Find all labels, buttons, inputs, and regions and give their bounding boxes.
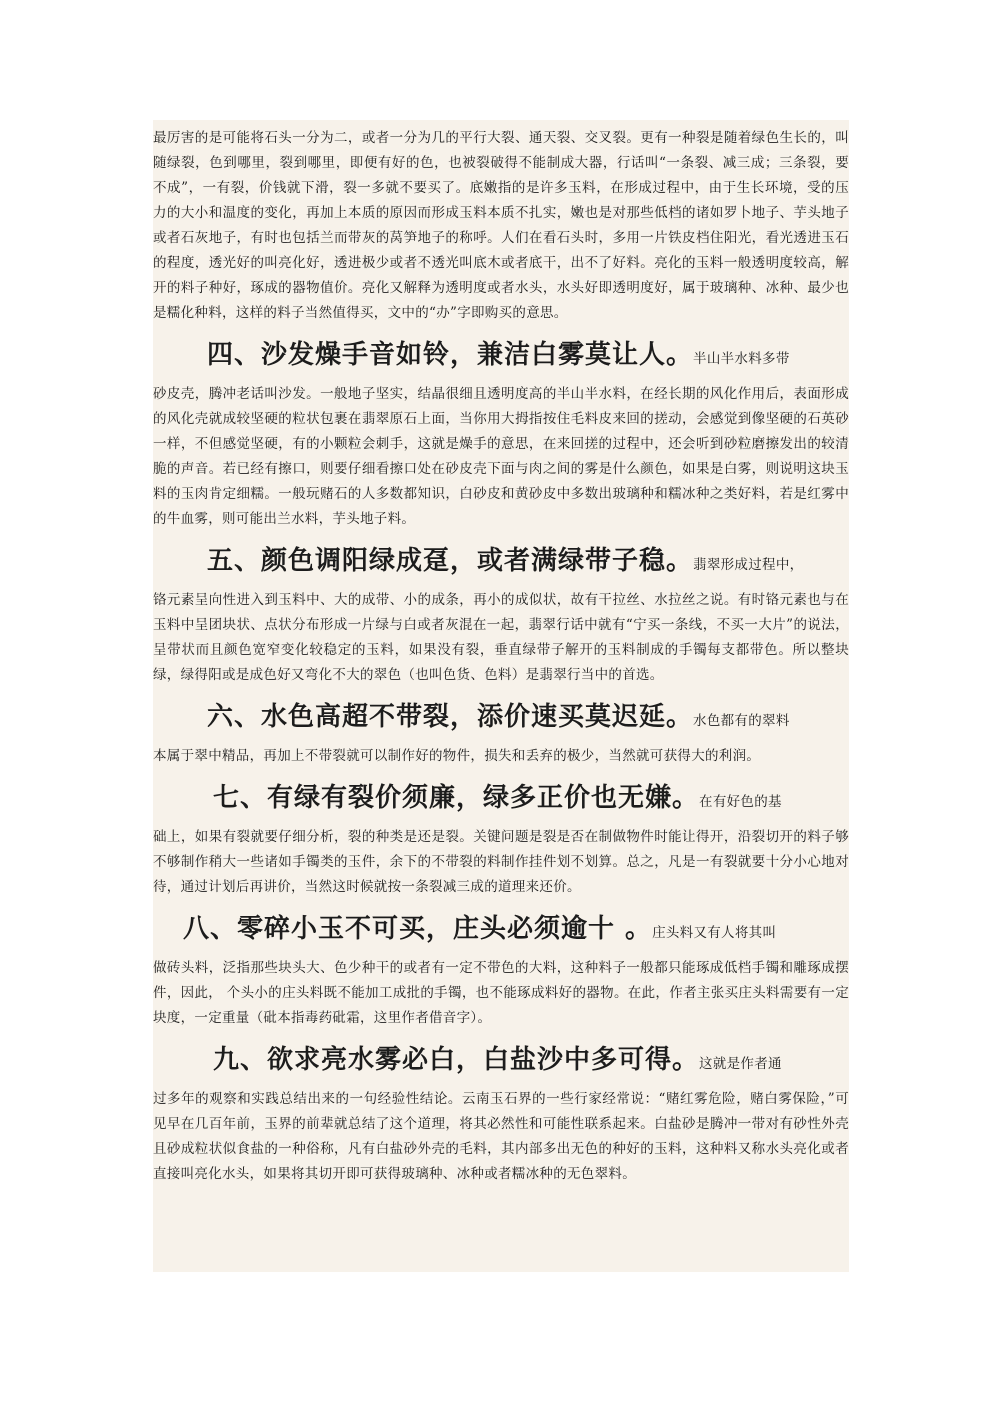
section-paragraph: 本属于翠中精品，再加上不带裂就可以制作好的物件，损失和丢弃的极少，当然就可获得大的利润。 (153, 748, 761, 764)
section-lead-text: 这就是作者通 (699, 1056, 782, 1072)
section-heading (153, 538, 849, 588)
section-lead-text: 在有好色的基 (699, 794, 782, 810)
section-heading (153, 694, 849, 744)
document-body (153, 126, 849, 1187)
document-page (153, 120, 849, 1272)
section-heading (153, 775, 849, 825)
section-4 (153, 332, 849, 532)
section-title: 六、水色高超不带裂，添价速买莫迟延。 (207, 702, 694, 732)
section-6 (153, 694, 849, 769)
section-paragraph: 铬元素呈向性进入到玉料中、大的成带、小的成条，再小的成似状，故有干拉丝、水拉丝之说。有时铬元素也与在玉料中呈团块状、点状分布形成一片绿与白或者灰混在一起，翡翠行话中就有“宁买一条线，不买一大片”的说法，呈带状而且颜色宽窄变化较稳定的玉料，如果没有裂，垂直绿带子解开的玉料制成的手镯每支都带色。所以整块绿，绿得阳或是成色好又弯化不大的翠色（也叫色货、色料）是翡翠行当中的首选。 (153, 592, 849, 683)
section-heading (153, 332, 849, 382)
intro-paragraph: 最厉害的是可能将石头一分为二，或者一分为几的平行大裂、通天裂、交叉裂。更有一种裂是随着绿色生长的，叫随绿裂，色到哪里，裂到哪里，即便有好的色，也被裂破得不能制成大器，行话叫“一条裂、减三成；三条裂，要不成”，一有裂，价钱就下滑，裂一多就不要买了。底嫩指的是许多玉料，在形成过程中，由于生长环境，受的压力的大小和温度的变化，再加上本质的原因而形成玉料本质不扎实，嫩也是对那些低档的诸如罗卜地子、芋头地子或者石灰地子，有时也包括兰而带灰的莴笋地子的称呼。人们在看石头时，多用一片铁皮档住阳光，看光透进玉石的程度，透光好的叫亮化好，透进极少或者不透光叫底木或者底干，出不了好料。亮化的玉料一般透明度较高，解开的料子种好，琢成的器物值价。亮化又解释为透明度或者水头，水头好即透明度好，属于玻璃种、冰种、最少也是糯化种料，这样的料子当然值得买，文中的“办”字即购买的意思。 (153, 130, 849, 321)
section-title: 四、沙发燥手音如铃，兼洁白雾莫让人。 (207, 340, 694, 370)
section-7 (153, 775, 849, 900)
section-title: 九、欲求亮水雾必白，白盐沙中多可得。 (213, 1045, 700, 1075)
section-lead-text: 翡翠形成过程中， (693, 557, 804, 573)
section-paragraph: 做砖头料，泛指那些块头大、色少种干的或者有一定不带色的大料，这种料子一般都只能琢成低档手镯和雕琢成摆件，因此， 个头小的庄头料既不能加工成批的手镯，也不能琢成料好的器物。在此，作者主张买庄头料需要有一定块度，一定重量（砒本指毒药砒霜，这里作者借音字）。 (153, 960, 849, 1026)
section-8 (153, 906, 849, 1031)
section-9 (153, 1037, 849, 1187)
section-lead-text: 半山半水料多带 (693, 351, 790, 367)
section-paragraph: 过多年的观察和实践总结出来的一句经验性结论。云南玉石界的一些行家经常说：“赌红雾危险，赌白雾保险，”可见早在几百年前，玉界的前辈就总结了这个道理，将其必然性和可能性联系起来。白盐砂是腾冲一带对有砂性外壳且砂成粒状似食盐的一种俗称，凡有白盐砂外壳的毛料，其内部多出无色的种好的玉料，这种料又称水头亮化或者直接叫亮化水头，如果将其切开即可获得玻璃种、冰种或者糯冰种的无色翠料。 (153, 1091, 849, 1182)
section-heading (153, 906, 849, 956)
section-title: 八、零碎小玉不可买，庄头必须逾十 。 (183, 914, 653, 944)
section-title: 七、有绿有裂价须廉，绿多正价也无嫌。 (213, 783, 700, 813)
section-paragraph: 础上，如果有裂就要仔细分析，裂的种类是还是裂。关键问题是裂是否在制做物件时能让得开，沿裂切开的料子够不够制作稍大一些诸如手镯类的玉件，余下的不带裂的料制作挂件划不划算。总之，凡是一有裂就要十分小心地对待，通过计划后再讲价，当然这时候就按一条裂减三成的道理来还价。 (153, 829, 849, 895)
section-paragraph: 砂皮壳，腾冲老话叫沙发。一般地子坚实，结晶很细且透明度高的半山半水料，在经长期的风化作用后，表面形成的风化壳就成较坚硬的粒状包裹在翡翠原石上面，当你用大拇指按住毛料皮来回的搓动，会感觉到像坚硬的石英砂一样，不但感觉坚硬，有的小颗粒会刺手，这就是燥手的意思，在来回搓的过程中，还会听到砂粒磨擦发出的较清脆的声音。若已经有擦口，则要仔细看擦口处在砂皮壳下面与肉之间的雾是什么颜色，如果是白雾，则说明这块玉料的玉肉肯定细糯。一般玩赌石的人多数都知识，白砂皮和黄砂皮中多数出玻璃种和糯冰种之类好料，若是红雾中的牛血雾，则可能出兰水料，芋头地子料。 (153, 386, 849, 527)
section-lead-text: 水色都有的翠料 (693, 713, 790, 729)
section-heading (153, 1037, 849, 1087)
section-5 (153, 538, 849, 688)
section-title: 五、颜色调阳绿成趸，或者满绿带子稳。 (207, 546, 694, 576)
section-lead-text: 庄头料又有人将其叫 (652, 925, 777, 941)
